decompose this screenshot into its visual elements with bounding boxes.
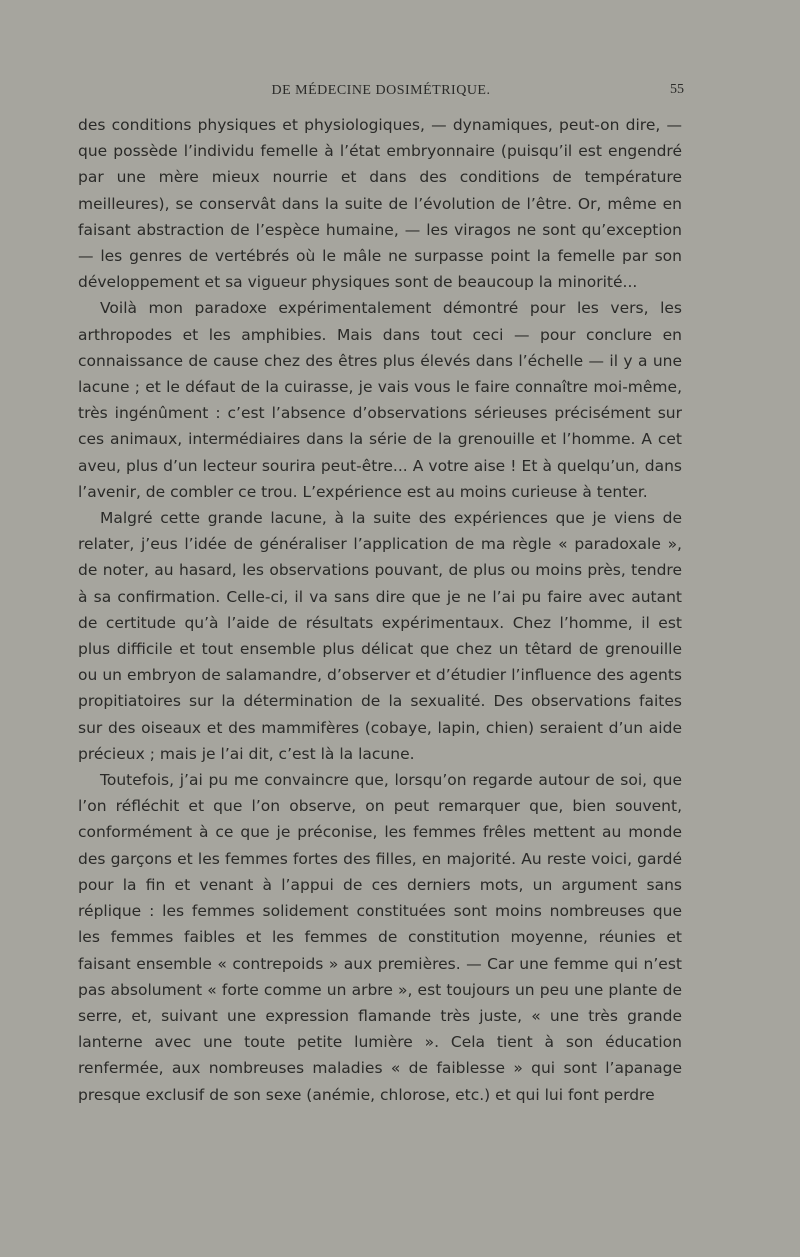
paragraph: Toutefois, j’ai pu me convaincre que, lorsqu’on regarde autour de soi, que l’on réfléchit et que l’on observe, on peut remarquer que, bien souvent, conformément à ce que je préconise, les femmes frêles mettent au monde des garçons et les femmes fortes des filles, en majorité. Au reste voici, gardé pour la fin et venant à l’appui de ces derniers mots, un argument sans réplique : les femmes solidement constituées sont moins nombreuses que les femmes faibles et les femmes de constitution moyenne, réunies et faisant ensemble « contrepoids » aux premières. — Car une femme qui n’est pas absolument « forte comme un arbre », est toujours un peu une plante de serre, et, suivant une expression flamande très juste, « une très grande lanterne avec une toute petite lumière ». Cela tient à son éducation renfermée, aux nombreuses maladies « de faiblesse » qui sont l’apanage presque exclusif de son sexe (anémie, chlorose, etc.) et qui lui font perdre xyxy=(78,771,682,1104)
running-head xyxy=(78,80,684,104)
page-number: 55 xyxy=(670,82,684,97)
paragraph: Malgré cette grande lacune, à la suite des expériences que je viens de relater, j’eus l’idée de généraliser l’application de ma règle « paradoxale », de noter, au hasard, les observations pouvant, de plus ou moins près, tendre à sa confirmation. Celle-ci, il va sans dire que je ne l’ai pu faire avec autant de certitude qu’à l’aide de résultats expérimentaux. Chez l’homme, il est plus difficile et tout ensemble plus délicat que chez un têtard de grenouille ou un embryon de salamandre, d’observer et d’étudier l’influence des agents propitiatoires sur la détermination de la sexualité. Des observations faites sur des oiseaux et des mammifères (cobaye, lapin, chien) seraient d’un aide précieux ; mais je l’ai dit, c’est là la lacune. xyxy=(78,509,682,763)
paragraph: des conditions physiques et physiologiques, — dynamiques, peut-on dire, — que possède l’individu femelle à l’état embryonnaire (puisqu’il est engendré par une mère mieux nourrie et dans des conditions de température meilleures), se conservât dans la suite de l’évolution de l’être. Or, même en faisant abstraction de l’espèce humaine, — les viragos ne sont qu’exception — les genres de vertébrés où le mâle ne surpasse point la femelle par son développement et sa vigueur physiques sont de beaucoup la minorité... xyxy=(78,116,682,292)
paragraph: Voilà mon paradoxe expérimentalement démontré pour les vers, les arthropodes et les amphibies. Mais dans tout ceci — pour conclure en connaissance de cause chez des êtres plus élevés dans l’échelle — il y a une lacune ; et le défaut de la cuirasse, je vais vous le faire connaître moi-même, très ingénûment : c’est l’absence d’observations sérieuses précisément sur ces animaux, intermédiaires dans la série de la grenouille et l’homme. A cet aveu, plus d’un lecteur sourira peut-être... A votre aise ! Et à quelqu’un, dans l’avenir, de combler ce trou. L’expérience est au moins curieuse à tenter. xyxy=(78,299,682,501)
running-title: DE MÉDECINE DOSIMÉTRIQUE. xyxy=(271,83,491,98)
body-text xyxy=(78,112,682,1108)
